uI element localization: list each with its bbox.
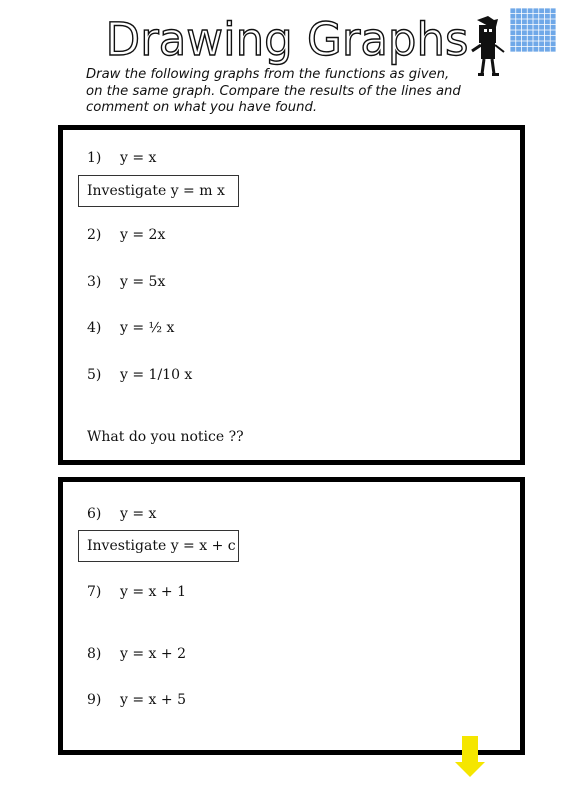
instructions-line: comment on what you have found. [86, 100, 318, 115]
exercise-equation: y = x + 2 [120, 646, 186, 662]
investigate-box: Investigate y = m x [78, 175, 239, 207]
exercise-item [87, 149, 156, 167]
grid-paper-icon [510, 8, 556, 52]
exercise-number: 2) [87, 227, 102, 243]
gradient-exercise-panel [58, 125, 525, 465]
down-arrow-icon[interactable] [454, 736, 486, 778]
instructions-line: Draw the following graphs from the functions as given, [86, 67, 450, 82]
exercise-equation: y = x + 5 [120, 692, 186, 708]
page-title [105, 10, 469, 66]
exercise-item [87, 226, 165, 244]
exercise-number: 3) [87, 274, 102, 290]
notice-question: What do you notice ?? [87, 429, 244, 445]
exercise-number: 7) [87, 584, 102, 600]
instructions [86, 67, 486, 117]
exercise-number: 5) [87, 367, 102, 383]
investigate-box: Investigate y = x + c [78, 530, 239, 562]
exercise-equation: y = 2x [120, 227, 166, 243]
exercise-number: 8) [87, 646, 102, 662]
exercise-number: 9) [87, 692, 102, 708]
exercise-item [87, 645, 186, 663]
exercise-item [87, 583, 186, 601]
exercise-equation: y = 1/10 x [120, 367, 193, 383]
exercise-item [87, 505, 156, 523]
exercise-number: 6) [87, 506, 102, 522]
instructions-line: on the same graph. Compare the results of the lines and [86, 83, 461, 99]
page-title-text: Drawing Graphs [105, 13, 469, 66]
exercise-number: 4) [87, 320, 102, 336]
exercise-number: 1) [87, 150, 102, 166]
exercise-item [87, 366, 192, 384]
exercise-item [87, 691, 186, 709]
exercise-item [87, 273, 165, 291]
exercise-equation: y = x [120, 150, 157, 166]
exercise-equation: y = x [120, 506, 157, 522]
exercise-item [87, 319, 174, 337]
exercise-equation: y = x + 1 [120, 584, 186, 600]
exercise-equation: y = ½ x [120, 320, 175, 336]
exercise-equation: y = 5x [120, 274, 166, 290]
intercept-exercise-panel [58, 477, 525, 755]
